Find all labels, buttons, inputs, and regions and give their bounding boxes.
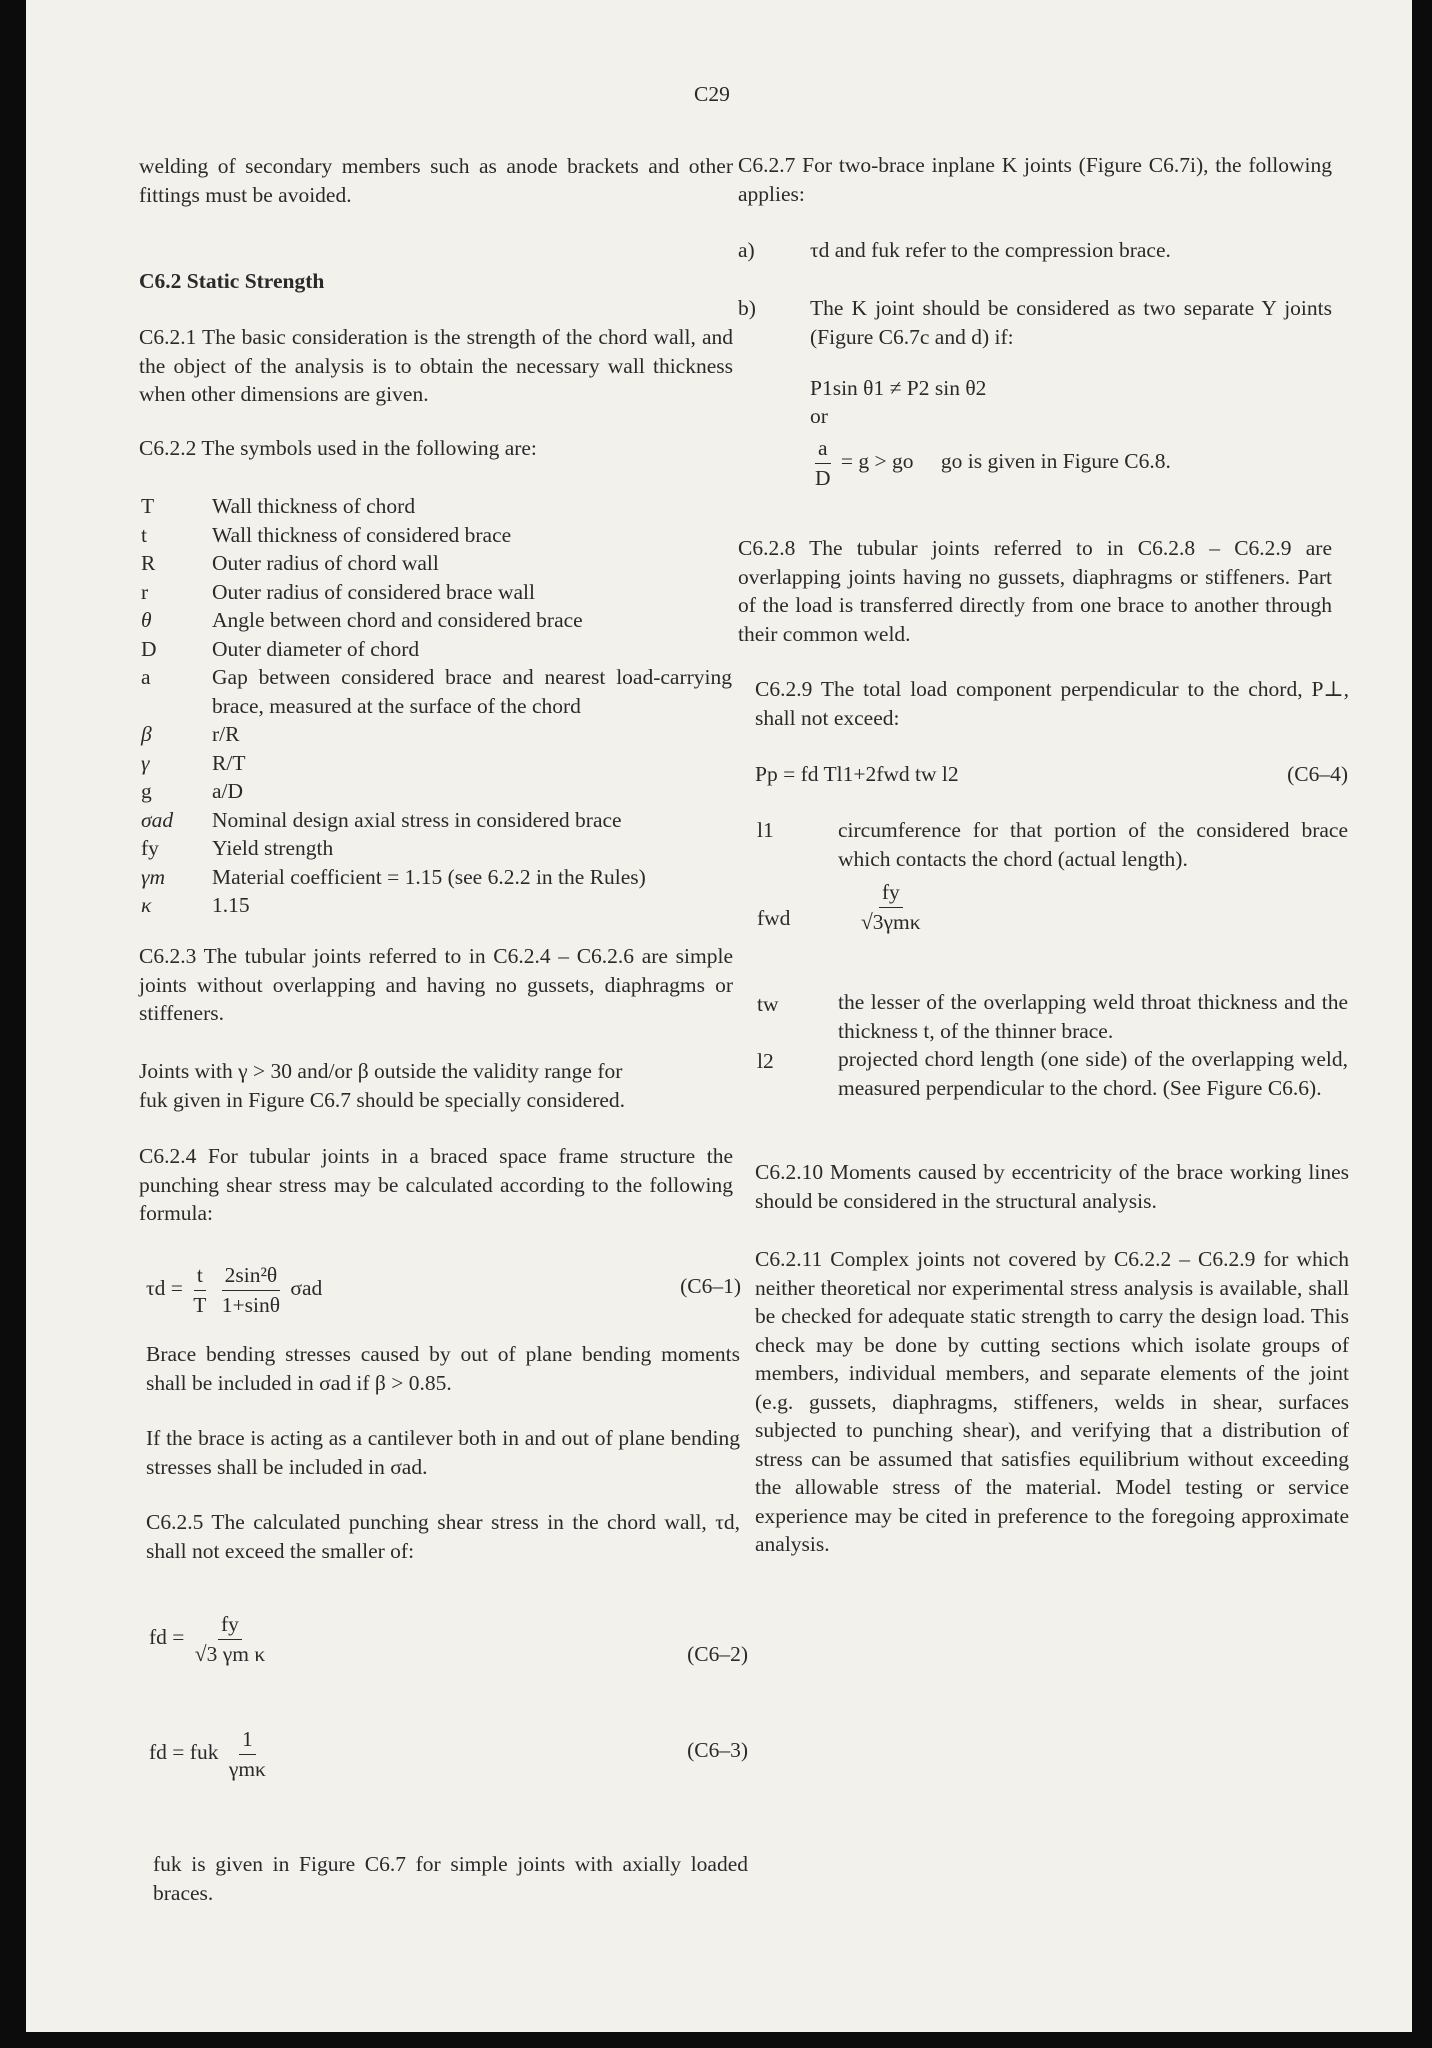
condition-or: or	[810, 404, 828, 428]
symbol-definition: r/R	[212, 722, 240, 746]
def-formula-fwd	[856, 880, 926, 934]
paragraph-fuk: fuk is given in Figure C6.7 for simple joints with axially loaded braces.	[153, 1852, 748, 1905]
paragraph-c6-2-1: C6.2.1 The basic consideration is the strength of the chord wall, and the object of the analysis is to obtain the necessary wall thickness when other dimensions are given.	[139, 325, 733, 406]
symbol: γ	[141, 750, 150, 775]
symbol: fy	[141, 836, 159, 860]
symbol-definition: Outer radius of chord wall	[212, 551, 439, 575]
condition-1: P1sin θ1 ≠ P2 sin θ2	[810, 376, 987, 400]
def-text-tw: the lesser of the overlapping weld throat thickness and the thickness t, of the thinner brace.	[838, 990, 1348, 1043]
symbol: a	[141, 665, 151, 689]
symbol-definition: Outer diameter of chord	[212, 636, 420, 661]
fraction: $\frac{t}{T}$	[193, 1263, 207, 1317]
symbol: R	[141, 551, 156, 575]
paragraph-validity-line2: fuk given in Figure C6.7 should be specially considered.	[139, 1087, 626, 1112]
symbol-definition: Material coefficient = 1.15 (see 6.2.2 in the Rules)	[212, 864, 646, 889]
item-b-label: b)	[738, 296, 756, 320]
fraction: $\frac{fy}{\text{√3γmκ}}$	[861, 880, 921, 934]
symbol-definition: Nominal design axial stress in considered brace	[212, 807, 622, 832]
def-text-l1: circumference for that portion of the considered brace which contacts the chord (actual length).	[838, 818, 1348, 871]
def-symbol-l1: l1	[757, 818, 774, 842]
symbol: D	[141, 636, 157, 661]
paragraph-c6-2-11: C6.2.11 Complex joints not covered by C6.2.2 – C6.2.9 for which neither theoretical nor experimental stress analysis is available, shall be checked for adequate static strength to carry the design load. This check may be done by cutting sections which isolate groups of members, individual members, and separate elements of the joint (e.g. gussets, diaphragms, stiffeners, welds in shear, surfaces subjected to punching shear), and verifying that a distribution of stress can be assumed that satisfies equilibrium without exceeding the allowable stress of the material. Model testing or service experience may be cited in preference to the foregoing approximate analysis.	[755, 1247, 1349, 1556]
item-a-label: a)	[738, 238, 755, 262]
eq-tail: σad	[290, 1276, 323, 1301]
paragraph-c6-2-10: C6.2.10 Moments caused by eccentricity of the brace working lines should be considered in the structural analysis.	[755, 1160, 1349, 1213]
equation-c6-2	[149, 1612, 270, 1666]
symbol-definition: Wall thickness of considered brace	[212, 522, 512, 547]
symbol: κ	[141, 893, 152, 917]
paragraph-c6-2-8: C6.2.8 The tubular joints referred to in C6.2.8 – C6.2.9 are overlapping joints having no gussets, diaphragms or stiffeners. Part of the load is transferred directly from one brace to another through their common weld.	[738, 536, 1332, 646]
symbol-definition: 1.15	[212, 893, 250, 917]
paragraph-c6-2-4: C6.2.4 For tubular joints in a braced space frame structure the punching shear stress may be calculated according to the following formula:	[139, 1144, 733, 1225]
paragraph-validity-line1: Joints with γ > 30 and/or β outside the validity range for	[139, 1059, 623, 1083]
symbol-definition: Gap between considered brace and nearest load-carrying brace, measured at the surface of the chord	[212, 665, 732, 718]
def-symbol-l2: l2	[757, 1049, 774, 1073]
paragraph-c6-2-3: C6.2.3 The tubular joints referred to in C6.2.4 – C6.2.6 are simple joints without overlapping and having no gussets, diaphragms or stiffeners.	[139, 944, 733, 1025]
symbol: g	[141, 779, 152, 803]
eq-lhs: fd =	[149, 1625, 185, 1650]
item-b-text: The K joint should be considered as two separate Y joints (Figure C6.7c and d) if:	[810, 296, 1332, 349]
eq-lhs: τd =	[146, 1276, 183, 1301]
page-number: C29	[694, 82, 730, 106]
paragraph-brace-bending: Brace bending stresses caused by out of plane bending moments shall be included in σad if β > 0.85.	[146, 1342, 740, 1395]
symbol: β	[141, 722, 152, 746]
fraction: $\frac{a}{D}$	[815, 436, 831, 490]
equation-label: (C6–4)	[1287, 762, 1348, 786]
symbol: θ	[141, 608, 152, 632]
symbol: σad	[141, 807, 174, 832]
symbol-definition: Outer radius of considered brace wall	[212, 579, 535, 604]
symbol-definition: Yield strength	[212, 836, 334, 860]
paragraph-cantilever: If the brace is acting as a cantilever both in and out of plane bending stresses shall be included in σad.	[146, 1426, 740, 1479]
symbol: t	[141, 522, 147, 547]
symbol: T	[141, 494, 155, 518]
fraction: $\frac{1}{\text{γmκ}}$	[228, 1727, 266, 1781]
equation-label: (C6–1)	[680, 1274, 741, 1298]
symbol-definition: Wall thickness of chord	[212, 494, 416, 518]
fraction: $\frac{fy}{\text{√3 γm κ}}$	[194, 1612, 266, 1666]
equation-c6-1	[146, 1263, 322, 1317]
symbol-definition: R/T	[212, 750, 246, 775]
document-page	[26, 0, 1412, 2032]
condition-2-note: go is given in Figure C6.8.	[940, 449, 1171, 474]
equation-label: (C6–2)	[687, 1642, 748, 1666]
condition-2	[810, 436, 1171, 490]
equation-label: (C6–3)	[687, 1738, 748, 1762]
paragraph-c6-2-2: C6.2.2 The symbols used in the following are:	[139, 436, 537, 460]
def-text-l2: projected chord length (one side) of the overlapping weld, measured perpendicular to the chord. (See Figure C6.6).	[838, 1047, 1348, 1100]
def-symbol-fwd: fwd	[757, 906, 791, 930]
fraction: $\frac{\text{2sin²θ}}{1+\sin\theta}$	[221, 1263, 281, 1317]
paragraph-c6-2-9: C6.2.9 The total load component perpendicular to the chord, P⊥, shall not exceed:	[755, 677, 1349, 730]
symbol: r	[141, 579, 149, 604]
equation-c6-3	[149, 1727, 271, 1781]
paragraph-c6-2-7: C6.2.7 For two-brace inplane K joints (Figure C6.7i), the following applies:	[738, 153, 1332, 206]
intro-paragraph: welding of secondary members such as anode brackets and other fittings must be avoided.	[139, 154, 733, 207]
item-a-text: τd and fuk refer to the compression brace.	[810, 238, 1171, 262]
def-symbol-tw: tw	[757, 992, 779, 1016]
eq-lhs: fd = fuk	[149, 1740, 219, 1765]
symbol: γm	[141, 864, 165, 889]
condition-2-rest: = g > go	[840, 449, 914, 474]
symbol-definition: Angle between chord and considered brace	[212, 608, 583, 632]
symbol-definition: a/D	[212, 779, 244, 803]
paragraph-c6-2-5: C6.2.5 The calculated punching shear stress in the chord wall, τd, shall not exceed the smaller of:	[146, 1510, 740, 1563]
section-heading: C6.2 Static Strength	[139, 269, 325, 293]
equation-c6-4: Pp = fd Tl1+2fwd tw l2	[755, 762, 959, 786]
